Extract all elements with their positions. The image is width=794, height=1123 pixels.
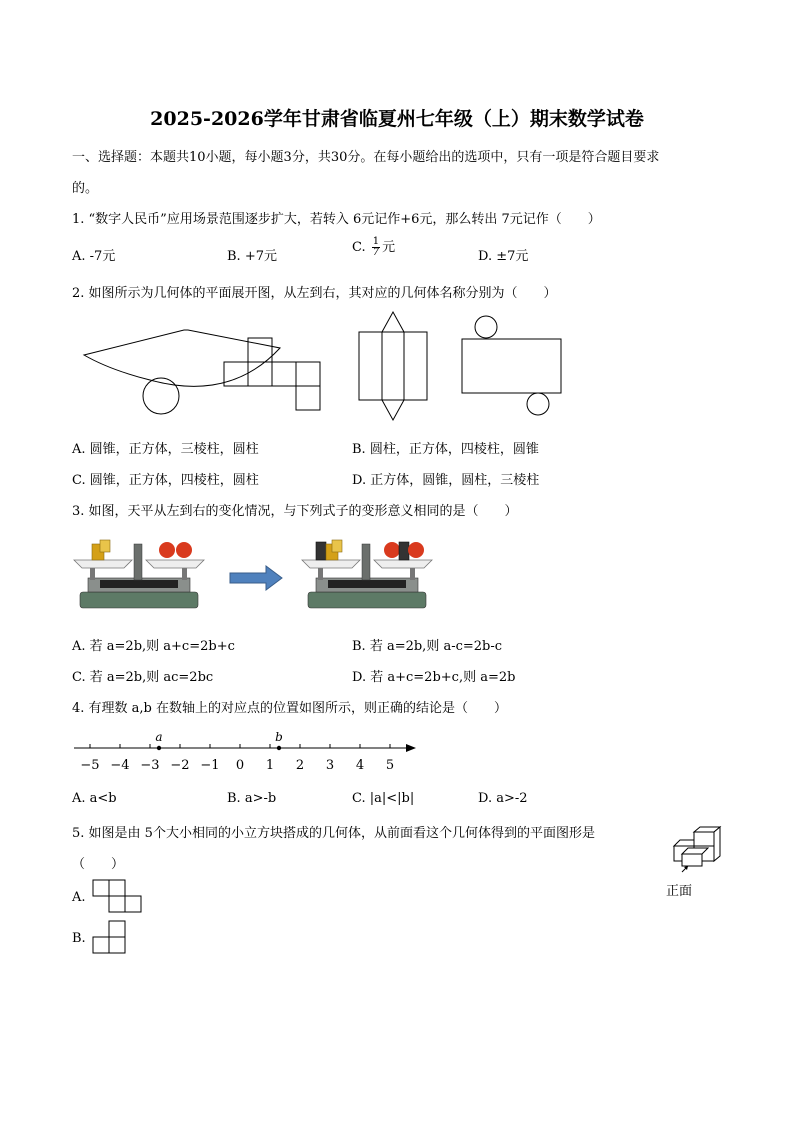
- q4-stem: 4. 有理数 a,b 在数轴上的对应点的位置如图所示，则正确的结论是（ ）: [72, 701, 508, 716]
- axis-point-a: [157, 746, 161, 750]
- q1-option-b: B. +7元: [227, 249, 277, 264]
- q4-number-line: [70, 728, 430, 776]
- axis-tick-label: 0: [235, 758, 245, 773]
- prism-top-triangle: [382, 312, 404, 332]
- q4-option-b: B. a>-b: [227, 791, 277, 806]
- axis-tick-label: −2: [170, 758, 190, 773]
- axis-tick-label: 4: [355, 758, 365, 773]
- q5-option-b: B.: [72, 931, 86, 946]
- q1-option-d: D. ±7元: [478, 249, 529, 264]
- q5-option-a-figure: [92, 879, 144, 913]
- q1-option-c-fraction: [372, 237, 380, 258]
- q2-stem: 2. 如图所示为几何体的平面展开图，从左到右，其对应的几何体名称分别为（ ）: [72, 286, 557, 301]
- axis-tick-label: 2: [295, 758, 305, 773]
- q3-option-a-text: A. 若 a=2b,则 a+c=2b+c: [72, 639, 235, 654]
- axis-tick-label: 3: [325, 758, 335, 773]
- axis-tick-label: −3: [140, 758, 160, 773]
- q5-cubes-figure: [668, 826, 728, 868]
- section-heading-line1: 一、选择题：本题共10小题，每小题3分，共30分。在每小题给出的选项中，只有一项是符合题目要求: [72, 150, 660, 165]
- cylinder-bottom-circle: [527, 393, 549, 415]
- q5-answer-paren: （ ）: [72, 857, 125, 872]
- cylinder-top-circle: [475, 316, 497, 338]
- prism-bottom-triangle: [382, 400, 404, 420]
- axis-tick-label: −4: [110, 758, 130, 773]
- q5-option-a: A.: [72, 890, 86, 905]
- axis-tick-label: 1: [265, 758, 275, 773]
- q2-option-b: B. 圆柱，正方体，四棱柱，圆锥: [352, 442, 539, 457]
- q4-option-d: D. a>-2: [478, 791, 528, 806]
- q2-option-c: C. 圆锥，正方体，四棱柱，圆柱: [72, 473, 259, 488]
- fraction-numerator: 1: [372, 236, 380, 247]
- q2-option-a: A. 圆锥，正方体，三棱柱，圆柱: [72, 442, 259, 457]
- section-heading-line2: 的。: [72, 181, 99, 196]
- axis-arrow-icon: [406, 744, 416, 752]
- q1-option-c-prefix: C.: [352, 240, 366, 255]
- q3-option-d: D. 若 a+c=2b+c,则 a=2b: [352, 670, 516, 685]
- balance-scale-left: [74, 540, 204, 608]
- q1-option-a: A. -7元: [72, 249, 116, 264]
- q5-option-b-figure: [92, 920, 132, 954]
- q1-option-c: [352, 236, 395, 258]
- q3-option-a: [72, 635, 235, 654]
- q3-option-c: C. 若 a=2b,则 ac=2bc: [72, 670, 214, 685]
- transform-arrow-icon: [230, 566, 282, 590]
- page-title: 2025-2026学年甘肃省临夏州七年级（上）期末数学试卷: [150, 108, 644, 130]
- cylinder-net-rect: [462, 339, 561, 393]
- q5-stem: 5. 如图是由 5个大小相同的小立方块搭成的几何体，从前面看这个几何体得到的平面图形是: [72, 826, 595, 841]
- cube-net-square: [224, 362, 248, 386]
- front-view-label: 正面: [666, 884, 693, 899]
- axis-tick-label: −5: [80, 758, 100, 773]
- q2-option-d: D. 正方体，圆锥，圆柱，三棱柱: [352, 473, 540, 488]
- cone-base-circle: [143, 378, 179, 414]
- cube-net-square: [296, 386, 320, 410]
- q3-stem: 3. 如图，天平从左到右的变化情况，与下列式子的变形意义相同的是（ ）: [72, 504, 518, 519]
- q1-option-c-suffix: 元: [382, 240, 396, 255]
- q1-stem: 1. “数字人民币”应用场景范围逐步扩大，若转入 6元记作+6元，那么转出 7元记作（ ）: [72, 212, 601, 227]
- axis-point-label-b: b: [275, 730, 283, 744]
- cube-net-square: [272, 362, 296, 386]
- fraction-denominator: 7: [372, 247, 380, 258]
- q4-option-a: A. a<b: [72, 791, 117, 806]
- axis-tick-label: 5: [385, 758, 395, 773]
- q2-nets-figure: [70, 310, 570, 425]
- cube-net-square: [296, 362, 320, 386]
- q4-option-c: C. |a|<|b|: [352, 791, 415, 806]
- axis-tick-label: −1: [200, 758, 220, 773]
- cube-net-square: [248, 338, 272, 362]
- balance-scale-right: [302, 540, 432, 608]
- axis-point-label-a: a: [155, 730, 163, 744]
- axis-point-b: [277, 746, 281, 750]
- prism-net-rect: [359, 332, 427, 400]
- q3-balance-figure: [70, 530, 440, 618]
- q3-option-b: B. 若 a=2b,则 a-c=2b-c: [352, 639, 503, 654]
